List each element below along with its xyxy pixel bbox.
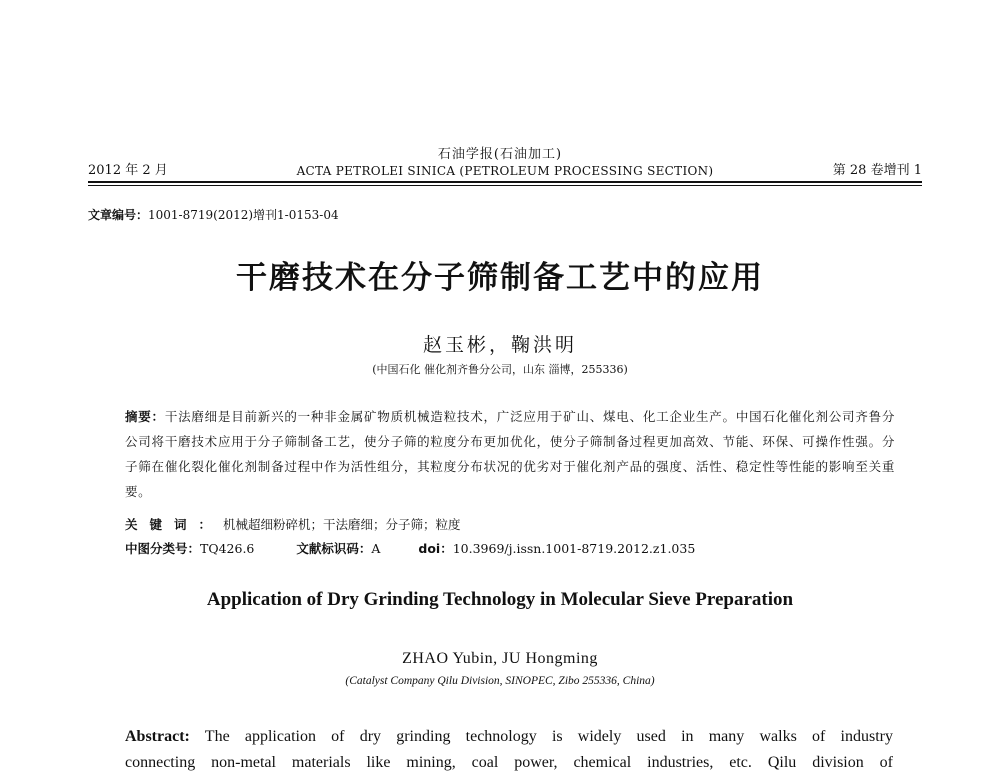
clc-value: TQ426.6: [200, 541, 255, 556]
issue-date: 2012 年 2 月: [88, 163, 168, 178]
abstract-en-text-1: The application of dry grinding technology is widely used in many walks of industry: [204, 728, 893, 745]
title-cn: 干磨技术在分子筛制备工艺中的应用: [236, 260, 764, 296]
doc-code-label: 文献标识码：: [296, 541, 372, 556]
classification-row: [125, 539, 905, 557]
doc-code-value: A: [371, 541, 381, 556]
abstract-cn-text: 干法磨细是目前新兴的一种非金属矿物质机械造粒技术，广泛应用于矿山、煤电、化工企业生产。中国石化催化剂公司齐鲁分公司将干磨技术应用于分子筛制备工艺，使分子筛的粒度分布更加优化，使分子筛制备过程更加高效、节能、环保、可操作性强。分子筛在催化裂化催化剂制备过程中作为活性组分，其粒度分布状况的优劣对于催化剂产品的强度、活性、稳定性等性能的影响至关重要。: [125, 409, 895, 499]
keywords-cn: [125, 515, 461, 533]
affiliation-cn: (中国石化 催化剂齐鲁分公司，山东 淄博，255336): [372, 363, 628, 376]
abstract-en-label: Abstract:: [125, 728, 190, 745]
doi-label: doi：: [418, 541, 453, 556]
authors-en: ZHAO Yubin, JU Hongming: [402, 650, 598, 667]
authors-cn: 赵玉彬，鞠洪明: [422, 334, 577, 356]
abstract-cn: [125, 404, 895, 504]
keywords-text: 机械超细粉碎机；干法磨细；分子筛；粒度: [223, 517, 461, 532]
abstract-en: [125, 724, 893, 776]
header-rule-thin: [88, 185, 922, 186]
doi-value: 10.3969/j.issn.1001-8719.2012.z1.035: [452, 541, 696, 556]
volume-issue: 第 28 卷增刊 1: [832, 163, 922, 178]
running-header: [88, 160, 922, 182]
header-rule-thick: [88, 181, 922, 183]
journal-name-en: ACTA PETROLEI SINICA (PETROLEUM PROCESSING SECTION): [296, 164, 714, 178]
abstract-cn-label: 摘要：: [125, 409, 165, 424]
article-number-value: 1001-8719(2012)增刊1-0153-04: [148, 208, 339, 222]
affiliation-en: (Catalyst Company Qilu Division, SINOPEC, Zibo 255336, China): [345, 675, 655, 687]
article-number-label: 文章编号：: [88, 208, 149, 222]
clc-label: 中图分类号：: [125, 541, 201, 556]
title-en: Application of Dry Grinding Technology in Molecular Sieve Preparation: [206, 589, 794, 610]
abstract-en-line-2: connecting non-metal materials like mining, coal power, chemical industries, etc. Qilu division of: [125, 754, 893, 771]
article-number: [88, 206, 339, 223]
abstract-en-line-1: [125, 724, 893, 750]
journal-name-cn: 石油学报(石油加工): [437, 147, 563, 162]
keywords-label: 关键词：: [125, 517, 224, 532]
